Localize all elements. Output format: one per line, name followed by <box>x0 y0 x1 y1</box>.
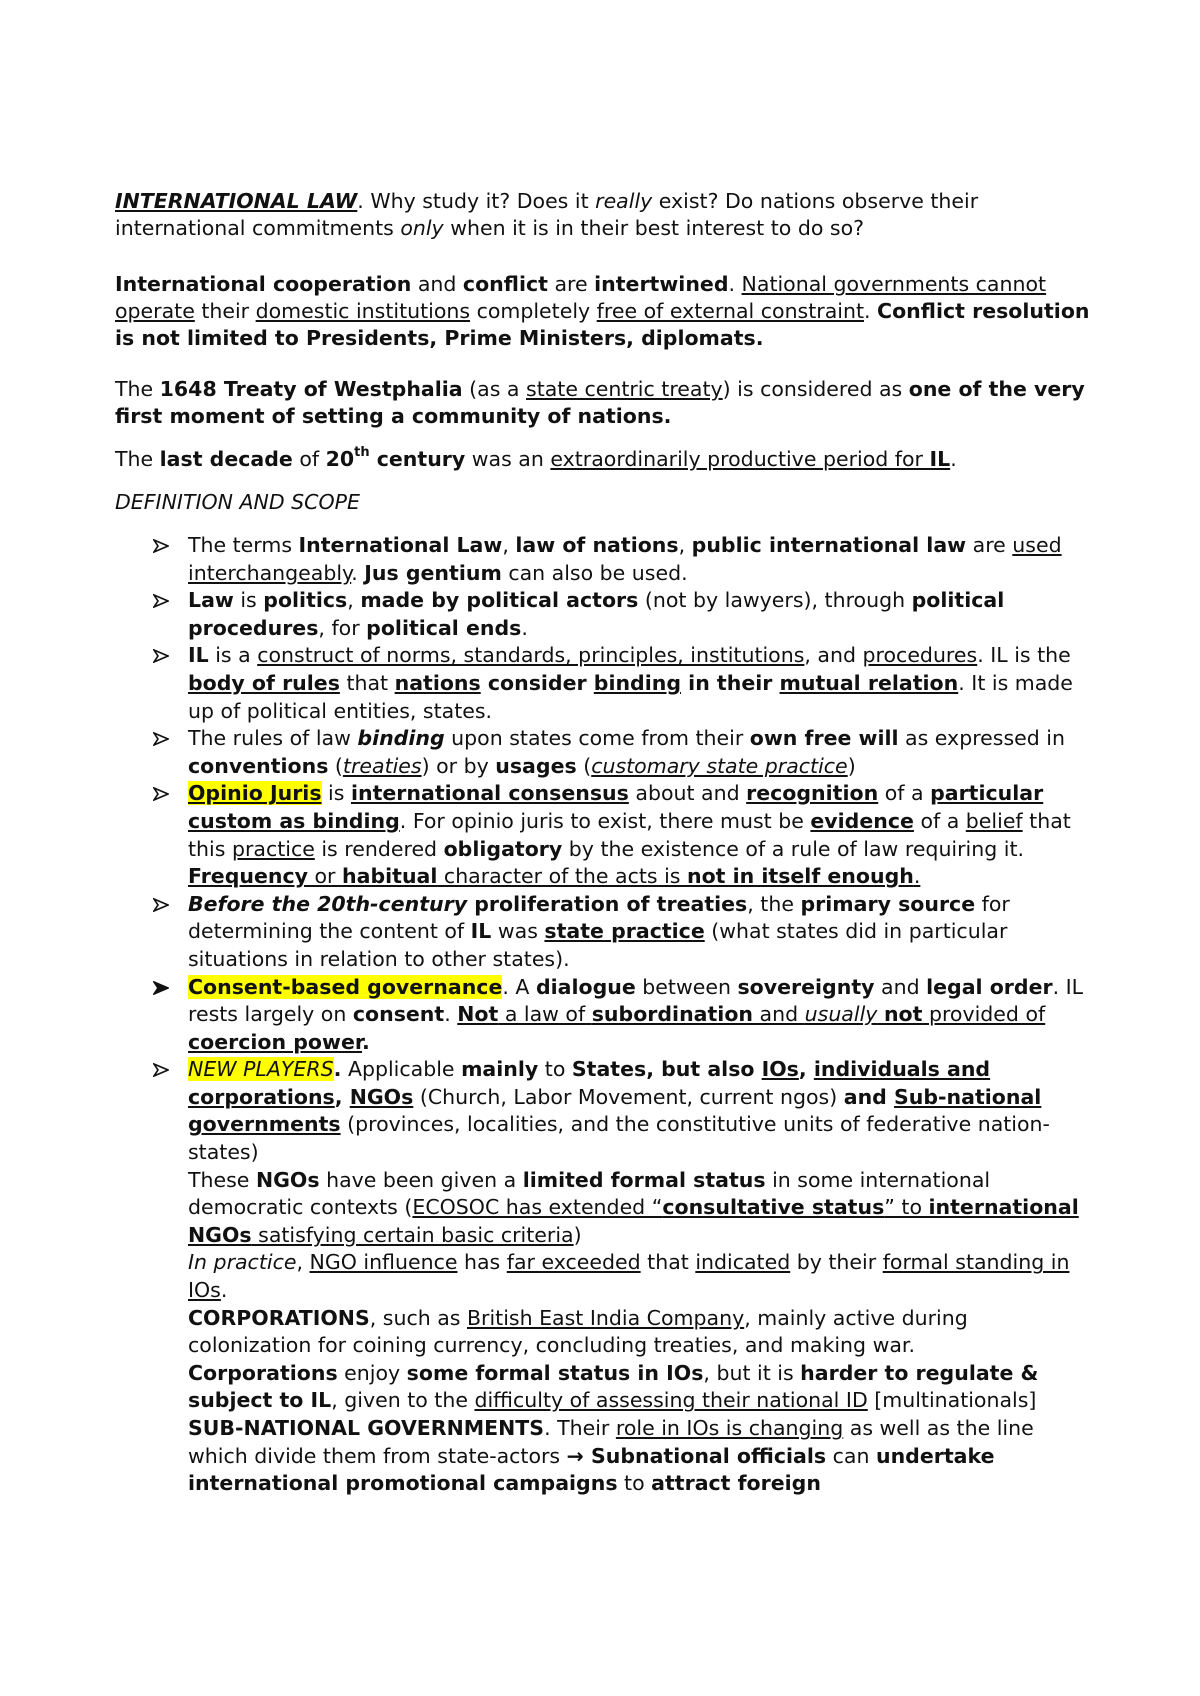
text: last decade <box>159 447 293 471</box>
text: ) is considered as <box>722 377 909 401</box>
text: to <box>617 1471 652 1496</box>
text: extraordinarily productive period for <box>550 447 930 471</box>
text: upon states come from their <box>444 726 750 751</box>
text: Opinio Juris <box>188 781 322 806</box>
text: belief <box>965 808 1023 833</box>
text: individuals and corporations <box>188 1057 991 1109</box>
text: In practice <box>188 1250 297 1275</box>
text: NEW PLAYERS <box>188 1057 334 1082</box>
text: usages <box>495 753 577 778</box>
text: SUB-NATIONAL GOVERNMENTS <box>188 1416 545 1440</box>
text: can <box>826 1443 876 1468</box>
text: coercion power <box>188 1029 363 1054</box>
text: century <box>369 447 466 471</box>
text: public international law <box>691 533 967 557</box>
text: procedures <box>862 643 978 668</box>
arrowhead-bullet-icon <box>153 898 169 912</box>
text: difficulty of assessing their national ID <box>474 1388 868 1413</box>
text: . <box>351 560 365 585</box>
text: provided of <box>922 1002 1046 1027</box>
new-players-intro <box>188 1057 1050 1164</box>
text: Subnational officials <box>583 1443 827 1468</box>
westphalia-paragraph <box>115 376 1095 430</box>
text: conflict <box>462 272 548 296</box>
text: (not by lawyers), through <box>638 588 912 613</box>
text: and <box>411 272 463 296</box>
text: politics <box>263 588 348 613</box>
document-body <box>115 188 1095 1498</box>
text: that <box>640 1250 696 1275</box>
text: . <box>728 272 742 296</box>
text: treaties <box>342 753 422 778</box>
text: not in itself enough <box>687 864 914 889</box>
text: role in IOs is changing <box>615 1416 844 1440</box>
text: intertwined <box>594 272 729 296</box>
text: only <box>400 216 444 240</box>
text: by their <box>790 1250 883 1275</box>
cooperation-paragraph <box>115 271 1095 352</box>
text: Law <box>188 588 234 613</box>
text: Jus gentium <box>364 560 502 585</box>
text: The rules of law <box>188 726 358 751</box>
text: character of the acts is <box>437 864 687 889</box>
text: IOs <box>761 1057 799 1082</box>
text: are <box>547 272 595 296</box>
text: indicated <box>695 1250 791 1275</box>
right-arrow-icon: → <box>566 1443 584 1468</box>
text: Consent-based governance <box>188 974 503 999</box>
text: , such as <box>369 1305 467 1330</box>
text: domestic institutions <box>255 299 471 323</box>
text: International Law <box>298 533 503 557</box>
text: was <box>491 919 545 944</box>
text: are <box>966 533 1013 557</box>
text: of a <box>913 808 966 833</box>
text: one of the very first moment of setting a community of nations. <box>115 377 1085 428</box>
text: is a <box>208 643 258 668</box>
text: and <box>874 974 927 999</box>
text: NGO influence <box>309 1250 458 1275</box>
text: . <box>444 1002 458 1027</box>
arrowhead-bullet-icon <box>153 539 169 553</box>
ngo-influence-line <box>188 1249 1095 1304</box>
text: , <box>296 1250 310 1275</box>
text: formal standing in IOs <box>188 1250 1070 1303</box>
text: recognition <box>746 781 879 806</box>
text: States, but also <box>571 1057 762 1082</box>
text: . A <box>502 974 536 999</box>
text: ) <box>573 1222 582 1247</box>
text: as well as the line which divide them from state-actors <box>188 1416 1034 1468</box>
text: NGOs <box>349 1084 414 1109</box>
text: (as a <box>462 377 527 401</box>
ngo-status-line <box>188 1167 1095 1250</box>
text: can also be used. <box>501 560 688 585</box>
text: undertake international promotional campaigns <box>188 1443 995 1496</box>
text: (Church, Labor Movement, current ngos) <box>413 1084 844 1109</box>
text: th <box>354 445 370 461</box>
text: These <box>188 1167 256 1192</box>
text: ( <box>328 753 343 778</box>
text: , <box>678 533 692 557</box>
corporations-status-line <box>188 1360 1095 1415</box>
text: , <box>502 533 516 557</box>
text: binding <box>593 670 682 695</box>
subnational-line <box>188 1415 1095 1498</box>
list-item <box>115 532 1095 587</box>
text: state practice <box>544 919 705 944</box>
text: IL <box>188 643 209 668</box>
text: . <box>950 447 957 471</box>
text: , <box>347 588 361 613</box>
text: Not <box>457 1002 499 1027</box>
arrowhead-bullet-icon <box>153 787 169 801</box>
text: state centric treaty <box>526 377 723 401</box>
text: attract foreign <box>651 1471 821 1496</box>
text: [multinationals] <box>867 1388 1037 1413</box>
text: National governments cannot operate <box>115 272 1047 323</box>
text: , <box>798 1057 814 1082</box>
text: The <box>115 377 160 401</box>
text: made by political actors <box>360 588 639 613</box>
text: used interchangeably <box>188 533 1062 585</box>
text: obligatory <box>443 836 563 861</box>
section-heading: DEFINITION AND SCOPE <box>115 490 360 514</box>
text: customary state practice <box>591 753 848 778</box>
text: law of nations <box>515 533 679 557</box>
text: practice <box>231 836 315 861</box>
text: , the <box>747 891 801 916</box>
text: between <box>635 974 738 999</box>
text: subordination <box>591 1002 754 1027</box>
text: , and <box>804 643 863 668</box>
text <box>326 447 466 471</box>
list-item <box>115 780 1095 890</box>
text: limited formal status <box>522 1167 766 1192</box>
text: , but it is <box>703 1360 801 1385</box>
text: some formal status in IOs <box>406 1360 704 1385</box>
text: , mainly active during colonization for coining currency, concluding treaties, and making war. <box>188 1305 968 1358</box>
text: is <box>321 781 351 806</box>
text: to <box>538 1057 572 1082</box>
text: 1648 Treaty of Westphalia <box>159 377 463 401</box>
text: . <box>521 615 528 640</box>
list-item <box>115 1056 1095 1498</box>
text: Before the 20th-century <box>188 891 468 916</box>
text: habitual <box>342 864 438 889</box>
text: have been given a <box>319 1167 523 1192</box>
text: by the existence of a rule of law requiring it. <box>562 836 1025 861</box>
text: consultative status <box>662 1195 885 1220</box>
text: , <box>334 1084 350 1109</box>
text: IL <box>470 919 492 944</box>
list-item <box>115 725 1095 780</box>
text: Applicable <box>341 1057 462 1082</box>
text: that this <box>188 808 1071 861</box>
text: sovereignty <box>737 974 875 999</box>
text: political procedures <box>188 588 1005 640</box>
text: . <box>864 299 878 323</box>
text: has <box>457 1250 507 1275</box>
intro-paragraph <box>115 188 1095 242</box>
text: 20 <box>325 447 355 471</box>
text: mutual relation <box>779 670 959 695</box>
text: satisfying certain basic criteria <box>251 1222 574 1247</box>
text: and <box>843 1084 894 1109</box>
text: . Their <box>544 1416 616 1440</box>
arrowhead-bullet-icon <box>153 594 169 608</box>
decade-paragraph <box>115 446 1095 473</box>
list-item <box>115 642 1095 725</box>
text: enjoy <box>337 1360 407 1385</box>
bullet-list <box>115 532 1095 1498</box>
text: mainly <box>461 1057 539 1082</box>
arrowhead-bullet-icon <box>153 732 169 746</box>
text: is <box>233 588 264 613</box>
text: particular custom as <box>188 781 1044 833</box>
text: ” to <box>884 1195 929 1220</box>
text: binding <box>312 808 400 833</box>
text: Sub-national governments <box>188 1084 1042 1137</box>
text: body of rules <box>188 670 340 695</box>
text: exist? Do nations observe their international commitments <box>115 189 979 240</box>
text: consent <box>352 1002 445 1027</box>
arrowhead-bullet-icon <box>153 981 169 995</box>
text: about and <box>628 781 747 806</box>
text: binding <box>357 726 445 751</box>
text: that <box>339 670 395 695</box>
list-item <box>115 587 1095 642</box>
text: Corporations <box>188 1360 338 1385</box>
text: international NGOs <box>188 1195 1079 1247</box>
text: far exceeded <box>506 1250 641 1275</box>
text: legal order <box>926 974 1053 999</box>
text: International cooperation <box>115 272 412 296</box>
arrowhead-bullet-icon <box>153 1063 169 1077</box>
list-item <box>115 891 1095 974</box>
text: British East India Company <box>466 1305 745 1330</box>
text <box>550 447 950 471</box>
text: Frequency <box>188 864 308 889</box>
text: . It is made up of political entities, states. <box>188 670 1073 723</box>
text: . <box>362 1029 370 1054</box>
text: in their <box>681 670 780 695</box>
text: ) <box>847 753 856 778</box>
arrowhead-bullet-icon <box>153 649 169 663</box>
text: or <box>308 864 343 889</box>
text: own free will <box>749 726 899 751</box>
text: . <box>333 1057 342 1082</box>
text: NGOs <box>255 1167 320 1192</box>
text: CORPORATIONS <box>188 1305 370 1330</box>
text: in some international democratic contexts ( <box>188 1167 991 1220</box>
text: The <box>115 447 160 471</box>
text: (provinces, localities, and the constitutive units of federative nation-states) <box>188 1112 1050 1165</box>
text: really <box>595 189 653 213</box>
text: was an <box>465 447 551 471</box>
text: when it is in their best interest to do so? <box>443 216 865 240</box>
corporations-line <box>188 1305 1095 1360</box>
text: proliferation of treaties <box>467 891 748 916</box>
text: . For opinio juris to exist, there must be <box>399 808 811 833</box>
text: of <box>292 447 326 471</box>
text: a law of <box>498 1002 592 1027</box>
text: harder to regulate & subject to IL <box>188 1360 1039 1413</box>
text: completely <box>470 299 597 323</box>
text: consider <box>480 670 594 695</box>
text: evidence <box>810 808 914 833</box>
text: . <box>220 1278 228 1303</box>
text: construct of norms, standards, principles, institutions <box>257 643 805 668</box>
text: . <box>913 864 921 889</box>
text: IL <box>929 447 951 471</box>
text: nations <box>394 670 481 695</box>
text: is rendered <box>314 836 444 861</box>
text: not <box>883 1002 923 1027</box>
text: ) or by <box>421 753 496 778</box>
text: , given to the <box>331 1388 475 1413</box>
text: ( <box>576 753 592 778</box>
text: . IL is the <box>977 643 1071 668</box>
document-title: INTERNATIONAL LAW <box>115 189 358 213</box>
text: usually <box>804 1002 878 1027</box>
text: for determining the content of <box>188 891 1010 944</box>
text: The terms <box>188 533 299 557</box>
text: free of external constraint <box>596 299 864 323</box>
text: (what states did in particular situations in relation to other states). <box>188 919 1008 971</box>
text: international consensus <box>350 781 629 806</box>
text: political ends <box>366 615 522 640</box>
text: , for <box>318 615 367 640</box>
text: dialogue <box>535 974 636 999</box>
text: of a <box>878 781 931 806</box>
text: conventions <box>188 753 329 778</box>
text: . IL rests largely on <box>188 974 1084 1027</box>
list-item <box>115 974 1095 1057</box>
text: . Why study it? Does it <box>357 189 596 213</box>
text: ECOSOC has extended “ <box>412 1195 663 1220</box>
text: Conflict resolution is not limited to Presidents, Prime Ministers, diplomats. <box>115 299 1090 350</box>
text: as expressed in <box>898 726 1065 751</box>
text: and <box>753 1002 805 1027</box>
text: their <box>194 299 256 323</box>
text: primary source <box>800 891 976 916</box>
